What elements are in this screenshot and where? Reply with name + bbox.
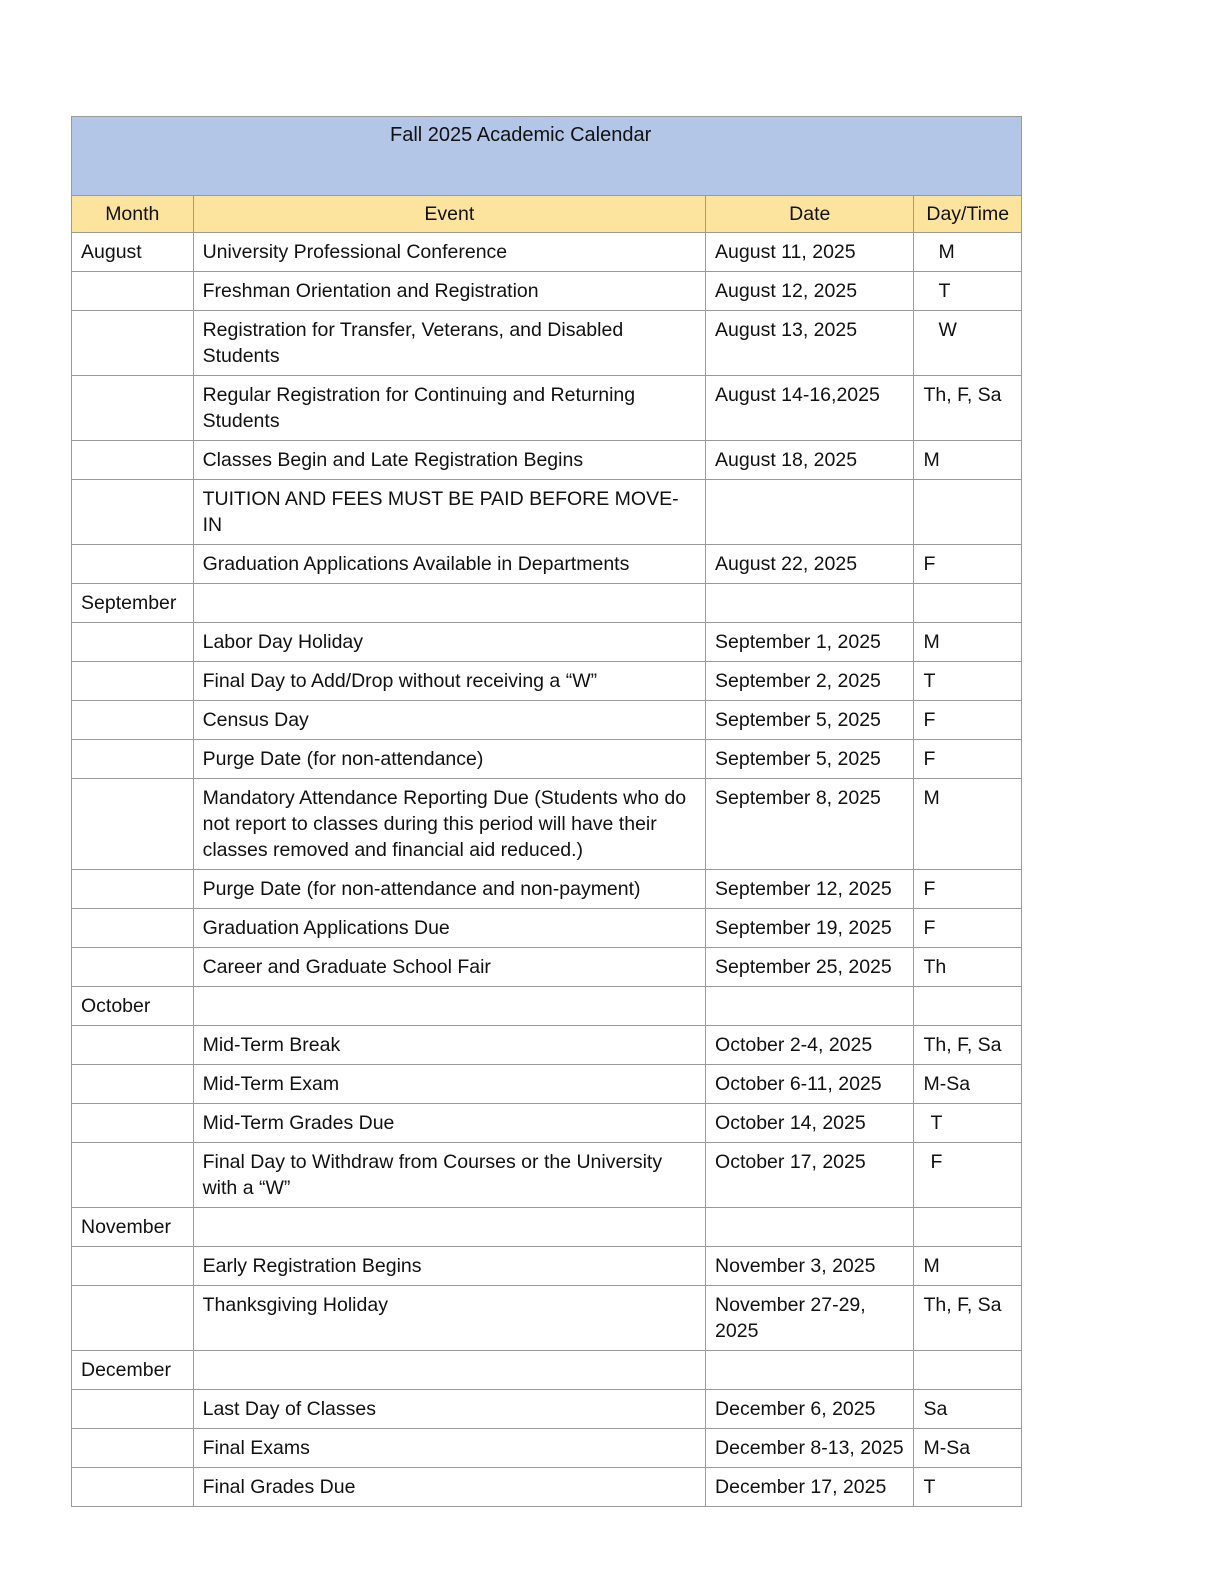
day-time-cell — [914, 987, 1022, 1026]
calendar-body — [72, 117, 1022, 1507]
event-cell: Final Day to Withdraw from Courses or the University with a “W” — [193, 1143, 705, 1208]
day-time-cell: M — [914, 779, 1022, 870]
event-cell: Purge Date (for non-attendance and non-payment) — [193, 870, 705, 909]
month-cell — [72, 779, 194, 870]
day-time-cell: F — [914, 545, 1022, 584]
day-time-cell: Th — [914, 948, 1022, 987]
month-cell — [72, 662, 194, 701]
month-cell — [72, 1026, 194, 1065]
table-row — [72, 701, 1022, 740]
table-row — [72, 1026, 1022, 1065]
day-time-cell: M — [914, 441, 1022, 480]
month-cell — [72, 909, 194, 948]
event-cell: Freshman Orientation and Registration — [193, 272, 705, 311]
date-cell: October 2-4, 2025 — [706, 1026, 914, 1065]
event-cell: Labor Day Holiday — [193, 623, 705, 662]
date-cell — [706, 1351, 914, 1390]
day-time-cell: F — [914, 740, 1022, 779]
title-row — [72, 117, 1022, 196]
event-cell: Registration for Transfer, Veterans, and Disabled Students — [193, 311, 705, 376]
month-cell: November — [72, 1208, 194, 1247]
month-row — [72, 584, 1022, 623]
table-row — [72, 740, 1022, 779]
month-row — [72, 233, 1022, 272]
month-row — [72, 1208, 1022, 1247]
date-cell: September 5, 2025 — [706, 701, 914, 740]
day-time-cell: F — [914, 909, 1022, 948]
table-row — [72, 480, 1022, 545]
day-time-cell: T — [914, 662, 1022, 701]
table-row — [72, 870, 1022, 909]
month-cell — [72, 870, 194, 909]
event-cell: Career and Graduate School Fair — [193, 948, 705, 987]
month-cell — [72, 623, 194, 662]
date-cell: September 1, 2025 — [706, 623, 914, 662]
date-cell: August 12, 2025 — [706, 272, 914, 311]
table-row — [72, 779, 1022, 870]
table-row — [72, 1104, 1022, 1143]
month-cell — [72, 1065, 194, 1104]
day-time-cell: Th, F, Sa — [914, 1286, 1022, 1351]
day-time-cell: F — [914, 1143, 1022, 1208]
day-time-cell: M — [914, 233, 1022, 272]
month-cell — [72, 545, 194, 584]
table-row — [72, 909, 1022, 948]
month-cell: October — [72, 987, 194, 1026]
day-time-cell — [914, 1351, 1022, 1390]
date-cell: October 6-11, 2025 — [706, 1065, 914, 1104]
academic-calendar-table — [71, 116, 1022, 1507]
day-time-cell: T — [914, 1104, 1022, 1143]
month-row — [72, 1351, 1022, 1390]
date-cell: October 17, 2025 — [706, 1143, 914, 1208]
day-time-cell: M-Sa — [914, 1429, 1022, 1468]
table-row — [72, 1065, 1022, 1104]
month-cell: December — [72, 1351, 194, 1390]
event-cell: Graduation Applications Available in Departments — [193, 545, 705, 584]
date-cell: October 14, 2025 — [706, 1104, 914, 1143]
day-time-cell: M — [914, 1247, 1022, 1286]
date-cell: August 13, 2025 — [706, 311, 914, 376]
date-cell: December 17, 2025 — [706, 1468, 914, 1507]
date-cell: December 6, 2025 — [706, 1390, 914, 1429]
event-cell — [193, 1208, 705, 1247]
date-cell: September 12, 2025 — [706, 870, 914, 909]
month-cell — [72, 948, 194, 987]
date-cell: August 22, 2025 — [706, 545, 914, 584]
event-cell — [193, 987, 705, 1026]
event-cell: TUITION AND FEES MUST BE PAID BEFORE MOVE-IN — [193, 480, 705, 545]
day-time-cell: Th, F, Sa — [914, 1026, 1022, 1065]
month-cell — [72, 1429, 194, 1468]
month-cell — [72, 1468, 194, 1507]
date-cell: December 8-13, 2025 — [706, 1429, 914, 1468]
day-time-cell: Sa — [914, 1390, 1022, 1429]
month-cell — [72, 740, 194, 779]
month-cell — [72, 1143, 194, 1208]
event-cell: Census Day — [193, 701, 705, 740]
day-time-cell: T — [914, 1468, 1022, 1507]
event-cell: Final Grades Due — [193, 1468, 705, 1507]
date-cell: September 19, 2025 — [706, 909, 914, 948]
table-row — [72, 1390, 1022, 1429]
day-time-cell: F — [914, 701, 1022, 740]
date-cell: August 18, 2025 — [706, 441, 914, 480]
table-row — [72, 1429, 1022, 1468]
event-cell: Classes Begin and Late Registration Begins — [193, 441, 705, 480]
event-cell: Regular Registration for Continuing and Returning Students — [193, 376, 705, 441]
event-cell — [193, 584, 705, 623]
table-row — [72, 441, 1022, 480]
month-cell — [72, 701, 194, 740]
table-row — [72, 1143, 1022, 1208]
month-cell — [72, 376, 194, 441]
table-row — [72, 1247, 1022, 1286]
event-cell: Thanksgiving Holiday — [193, 1286, 705, 1351]
table-row — [72, 1468, 1022, 1507]
date-cell — [706, 987, 914, 1026]
day-time-cell — [914, 1208, 1022, 1247]
header-month: Month — [72, 196, 194, 233]
day-time-cell: Th, F, Sa — [914, 376, 1022, 441]
table-row — [72, 1286, 1022, 1351]
date-cell — [706, 1208, 914, 1247]
day-time-cell — [914, 480, 1022, 545]
month-cell — [72, 1286, 194, 1351]
event-cell: Mid-Term Grades Due — [193, 1104, 705, 1143]
date-cell: August 14-16,2025 — [706, 376, 914, 441]
event-cell: Mid-Term Exam — [193, 1065, 705, 1104]
month-row — [72, 987, 1022, 1026]
header-event: Event — [193, 196, 705, 233]
month-cell: September — [72, 584, 194, 623]
month-cell — [72, 272, 194, 311]
date-cell: September 5, 2025 — [706, 740, 914, 779]
month-cell — [72, 441, 194, 480]
date-cell — [706, 584, 914, 623]
table-row — [72, 623, 1022, 662]
date-cell: September 25, 2025 — [706, 948, 914, 987]
event-cell: Mandatory Attendance Reporting Due (Students who do not report to classes during this period will have their classes removed and financial aid reduced.) — [193, 779, 705, 870]
event-cell: Graduation Applications Due — [193, 909, 705, 948]
day-time-cell: M — [914, 623, 1022, 662]
header-date: Date — [706, 196, 914, 233]
table-row — [72, 948, 1022, 987]
month-cell — [72, 480, 194, 545]
header-day-time: Day/Time — [914, 196, 1022, 233]
event-cell: Purge Date (for non-attendance) — [193, 740, 705, 779]
month-cell — [72, 1104, 194, 1143]
date-cell: November 3, 2025 — [706, 1247, 914, 1286]
month-cell: August — [72, 233, 194, 272]
month-cell — [72, 1247, 194, 1286]
day-time-cell: F — [914, 870, 1022, 909]
event-cell: Early Registration Begins — [193, 1247, 705, 1286]
calendar-title: Fall 2025 Academic Calendar — [390, 124, 652, 146]
date-cell: September 2, 2025 — [706, 662, 914, 701]
event-cell: Final Day to Add/Drop without receiving a “W” — [193, 662, 705, 701]
date-cell: September 8, 2025 — [706, 779, 914, 870]
date-cell — [706, 480, 914, 545]
date-cell: November 27-29, 2025 — [706, 1286, 914, 1351]
header-row — [72, 196, 1022, 233]
table-row — [72, 545, 1022, 584]
title-cell — [72, 117, 1022, 196]
event-cell: University Professional Conference — [193, 233, 705, 272]
event-cell: Mid-Term Break — [193, 1026, 705, 1065]
day-time-cell: W — [914, 311, 1022, 376]
date-cell: August 11, 2025 — [706, 233, 914, 272]
day-time-cell: M-Sa — [914, 1065, 1022, 1104]
table-row — [72, 662, 1022, 701]
table-row — [72, 311, 1022, 376]
day-time-cell: T — [914, 272, 1022, 311]
month-cell — [72, 1390, 194, 1429]
month-cell — [72, 311, 194, 376]
event-cell: Final Exams — [193, 1429, 705, 1468]
event-cell — [193, 1351, 705, 1390]
day-time-cell — [914, 584, 1022, 623]
table-row — [72, 272, 1022, 311]
event-cell: Last Day of Classes — [193, 1390, 705, 1429]
table-row — [72, 376, 1022, 441]
